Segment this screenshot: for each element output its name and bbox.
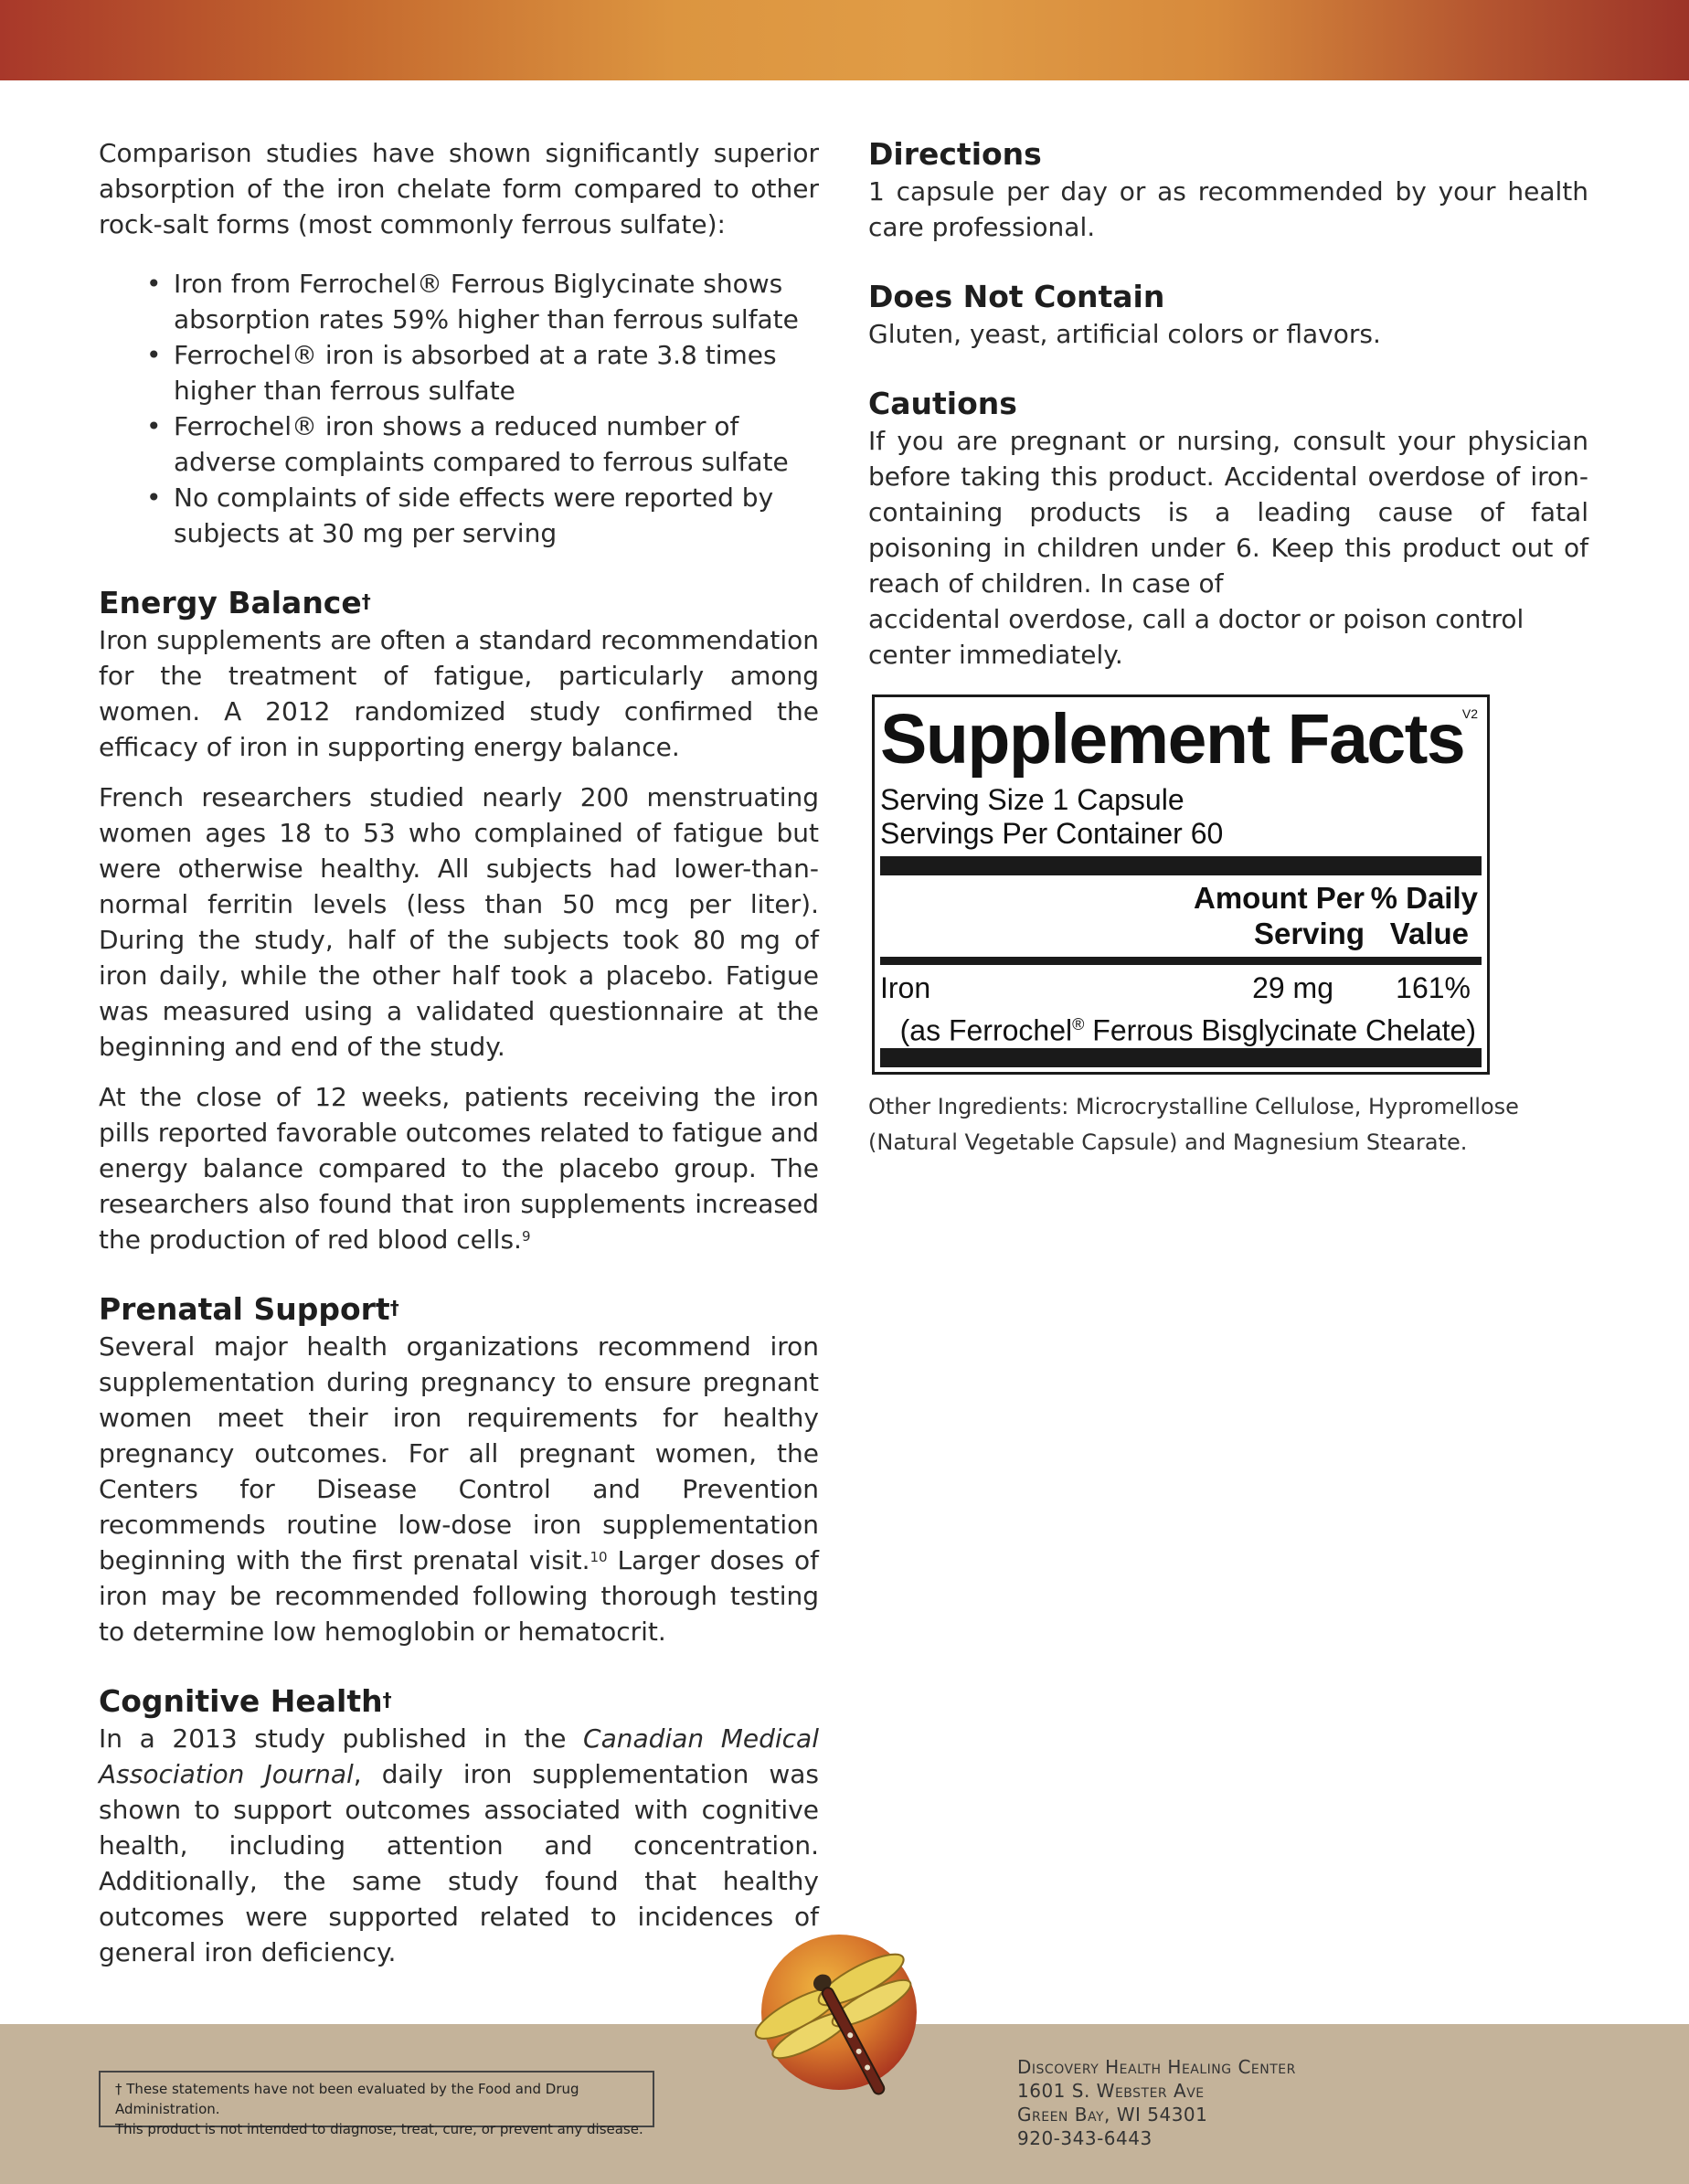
nutrient-name: Iron (880, 971, 931, 1004)
section-heading: Directions (868, 136, 1042, 172)
address-line: Green Bay, WI 54301 (1017, 2104, 1208, 2126)
registered-mark: ® (1072, 1015, 1085, 1034)
nutrient-daily-value: 161% (1396, 971, 1471, 1004)
disclaimer-line: † These statements have not been evaluated by the Food and Drug Administration. (115, 2081, 579, 2117)
paragraph: Iron supplements are often a standard recommendation for the treatment of fatigue, particularly among women. A 2012 randomized study confirmed the efficacy of iron in supporting energy balance. (99, 625, 819, 762)
other-ingredients (868, 1089, 1526, 1161)
paragraph: French researchers studied nearly 200 menstruating women ages 18 to 53 who complained of fatigue but were otherwise healthy. All subjects had lower-than-normal ferritin levels (less than 50 mcg per liter). During the study, half of the subjects took 80 mg of iron daily, while the other half took a placebo. Fatigue was measured using a validated questionnaire at the beginning and end of the study. (99, 782, 819, 1062)
heading-text: Energy Balance (99, 585, 362, 620)
paragraph-line: center immediately. (868, 640, 1123, 670)
paragraph-text: In a 2013 study published in the (99, 1723, 584, 1754)
ingredients-line: (Natural Vegetable Capsule) and Magnesium Stearate. (868, 1129, 1468, 1155)
section-heading (99, 584, 819, 622)
facts-title: Supplement Facts (880, 700, 1465, 779)
section-heading: Cautions (868, 386, 1017, 421)
list-item: • No complaints of side effects were reported by subjects at 30 mg per serving (146, 480, 819, 551)
heading-text: Prenatal Support (99, 1291, 390, 1327)
servings-per-container: Servings Per Container 60 (880, 817, 1224, 850)
phone-number: 920-343-6443 (1017, 2127, 1153, 2149)
section-heading (99, 1290, 819, 1329)
clinic-address (1017, 2055, 1296, 2150)
fda-disclaimer-box (99, 2071, 654, 2137)
dagger-mark: † (361, 590, 371, 612)
paragraph (99, 1079, 819, 1257)
list-item: • Ferrochel® iron is absorbed at a rate 3.8 times higher than ferrous sulfate (146, 337, 819, 408)
serving-size: Serving Size 1 Capsule (880, 783, 1184, 816)
top-color-bar (0, 0, 1689, 80)
header-line: % Daily (1370, 881, 1478, 915)
paragraph: Gluten, yeast, artificial colors or flavors. (868, 319, 1381, 349)
header-line: Serving (1253, 917, 1365, 950)
intro-paragraph: Comparison studies have shown significantly superior absorption of the iron chelate form compared to other rock-salt forms (most commonly ferrous sulfate): (99, 138, 819, 239)
divider-thick (880, 856, 1482, 875)
list-item: • Iron from Ferrochel® Ferrous Biglycinate shows absorption rates 59% higher than ferrous sulfate (146, 266, 819, 337)
address-line: 1601 S. Webster Ave (1017, 2080, 1205, 2102)
paragraph: 1 capsule per day or as recommended by your health care professional. (868, 176, 1588, 242)
nutrient-source (900, 1006, 1476, 1049)
paragraph (99, 1721, 819, 1970)
paragraph: If you are pregnant or nursing, consult your physician before taking this product. Accidental overdose of iron-containing products is a leading cause of fatal poisoning in children under 6. Keep this product out of reach of children. In case of (868, 426, 1588, 599)
header-line: Amount Per (1193, 881, 1365, 915)
energy-balance-section (99, 584, 819, 1257)
ingredients-line: Other Ingredients: Microcrystalline Cellulose, Hypromellose (868, 1094, 1519, 1119)
supplement-facts-panel (872, 694, 1490, 1075)
journal-title: Canadian Medical Association Journal (99, 1723, 819, 1789)
clinic-name: Discovery Health Healing Center (1017, 2056, 1296, 2078)
source-text: (as Ferrochel (899, 1013, 1073, 1047)
directions-section (868, 135, 1588, 245)
dragonfly-logo-icon (749, 1928, 932, 2120)
paragraph-text: Several major health organizations recommend iron supplementation during pregnancy to ensure pregnant women meet their iron requirements for healthy pregnancy outcomes. For all pregnant women, the Centers for Disease Control and Prevention recommends routine low-dose iron supplementation beginning with the first prenatal visit. (99, 1331, 819, 1575)
paragraph-text: , daily iron supplementation was shown to support outcomes associated with cognitive health, including attention and concentration. Additionally, the same study found that healthy outcomes were supported related to incidences of general iron deficiency. (99, 1759, 819, 1967)
nutrient-amount: 29 mg (1252, 971, 1333, 1004)
heading-text: Cognitive Health (99, 1683, 383, 1719)
paragraph-line: accidental overdose, call a doctor or poison control (868, 604, 1524, 634)
section-heading (99, 1682, 819, 1721)
does-not-contain-section (868, 278, 1588, 352)
footnote-ref: 9 (521, 1228, 531, 1245)
column-header-amount (1194, 880, 1365, 951)
facts-version: V2 (1461, 706, 1478, 721)
prenatal-support-section (99, 1290, 819, 1649)
paragraph-text: At the close of 12 weeks, patients receiving the iron pills reported favorable outcomes related to fatigue and energy balance compared to the placebo group. The researchers also found that iron supplements increased the production of red blood cells. (99, 1082, 819, 1255)
right-column (868, 135, 1588, 673)
divider-medium (880, 957, 1482, 965)
column-header-daily-value (1371, 880, 1478, 951)
dagger-mark: † (382, 1689, 392, 1711)
list-item: • Ferrochel® iron shows a reduced number of adverse complaints compared to ferrous sulfate (146, 408, 819, 480)
cautions-section (868, 385, 1588, 673)
dagger-mark: † (389, 1297, 399, 1319)
paragraph (99, 1329, 819, 1649)
source-text: Ferrous Bisglycinate Chelate) (1084, 1013, 1476, 1047)
disclaimer-line: This product is not intended to diagnose, treat, cure, or prevent any disease. (115, 2121, 643, 2137)
left-column (99, 135, 819, 1970)
divider-thick (880, 1048, 1482, 1067)
footnote-ref: 10 (590, 1549, 608, 1565)
cognitive-health-section (99, 1682, 819, 1970)
paragraph-text: Larger doses of iron may be recommended following thorough testing to determine low hemoglobin or hematocrit. (99, 1545, 819, 1647)
absorption-bullet-list (99, 266, 819, 551)
header-line: Value (1389, 917, 1469, 950)
section-heading: Does Not Contain (868, 279, 1165, 314)
